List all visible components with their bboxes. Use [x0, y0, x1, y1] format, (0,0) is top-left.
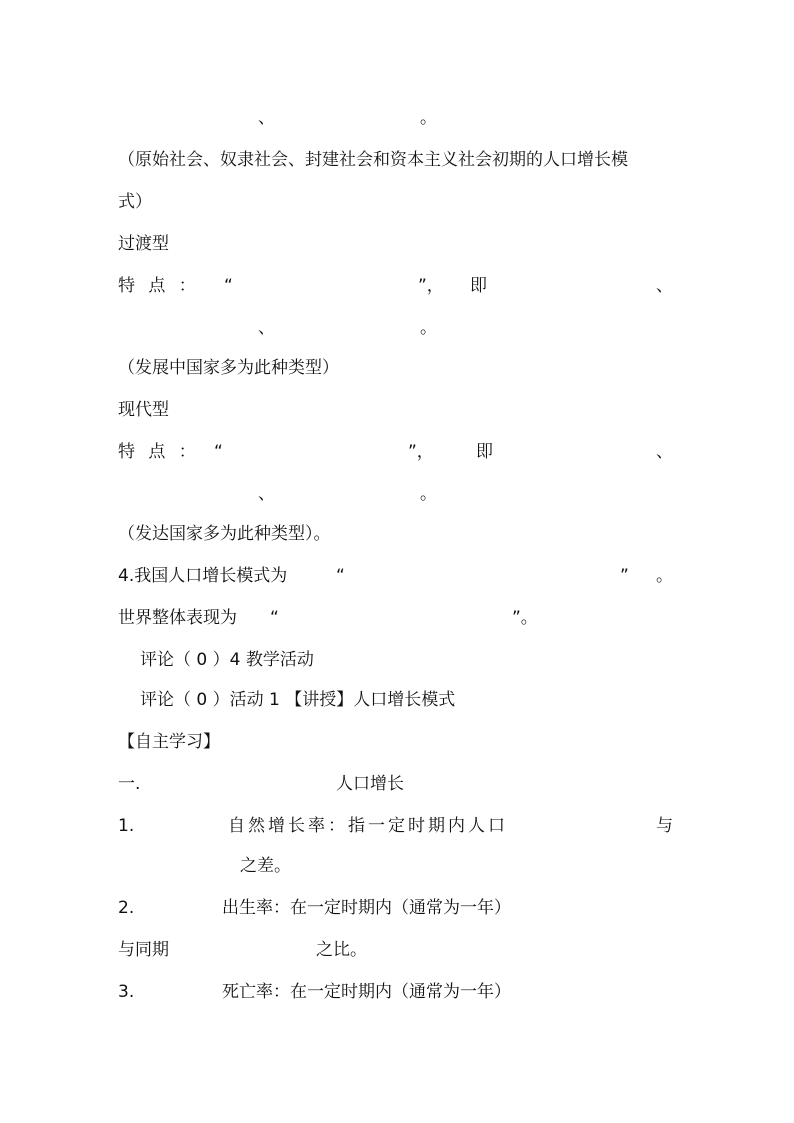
close-quote: ”，: [418, 276, 444, 296]
definition-death-rate: 死亡率：在一定时期内（通常为一年）: [222, 982, 511, 1002]
comment-link-teaching[interactable]: 评论（ 0 ）4 教学活动: [140, 650, 314, 670]
feature-label: 特 点 ：: [118, 442, 200, 462]
definition-tail: 与: [656, 816, 673, 836]
blank-separator: 、: [258, 484, 275, 504]
item-number: 2.: [118, 898, 135, 918]
definition-birth-rate-cont: 与同期: [118, 940, 169, 960]
note-primitive-model-cont: 式）: [118, 192, 152, 212]
note-developed: （发达国家多为此种类型）。: [118, 524, 331, 544]
question-world-model: 世界整体表现为: [118, 608, 237, 628]
definition-cont: 之差。: [240, 856, 291, 876]
ji-label: 即: [476, 442, 493, 462]
close-quote: ”: [620, 566, 629, 586]
section-number: 一.: [118, 774, 141, 794]
item-number: 3.: [118, 982, 135, 1002]
definition-birth-rate-end: 之比。: [316, 940, 367, 960]
close-quote: ”。: [512, 608, 538, 628]
item-number: 1.: [118, 816, 135, 836]
question-china-model: 4.我国人口增长模式为: [118, 566, 288, 586]
note-primitive-model: （原始社会、奴隶社会、封建社会和资本主义社会初期的人口增长模: [118, 150, 628, 170]
heading-modern-type: 现代型: [118, 400, 169, 420]
blank-separator: 、: [258, 108, 275, 128]
open-quote: “: [270, 608, 279, 628]
blank-separator: 、: [258, 318, 275, 338]
section-self-study: 【自主学习】: [118, 732, 220, 752]
open-quote: “: [224, 276, 233, 296]
feature-label: 特 点 ：: [118, 276, 200, 296]
heading-transition-type: 过渡型: [118, 234, 169, 254]
note-developing: （发展中国家多为此种类型）: [118, 358, 339, 378]
blank-separator: 、: [656, 442, 673, 462]
definition-natural-growth-rate: 自然增长率：指一定时期内人口: [228, 816, 508, 836]
blank-end: 。: [420, 318, 437, 338]
blank-end: 。: [420, 108, 437, 128]
ji-label: 即: [470, 276, 487, 296]
definition-birth-rate: 出生率：在一定时期内（通常为一年）: [222, 898, 511, 918]
blank-end: 。: [420, 484, 437, 504]
close-quote: ”，: [408, 442, 434, 462]
open-quote: “: [336, 566, 345, 586]
blank-separator: 、: [656, 276, 673, 296]
blank-end: 。: [656, 566, 673, 586]
comment-link-activity[interactable]: 评论（ 0 ）活动 1 【讲授】人口增长模式: [140, 690, 456, 710]
section-title-population-growth: 人口增长: [336, 774, 404, 794]
open-quote: “: [214, 442, 223, 462]
